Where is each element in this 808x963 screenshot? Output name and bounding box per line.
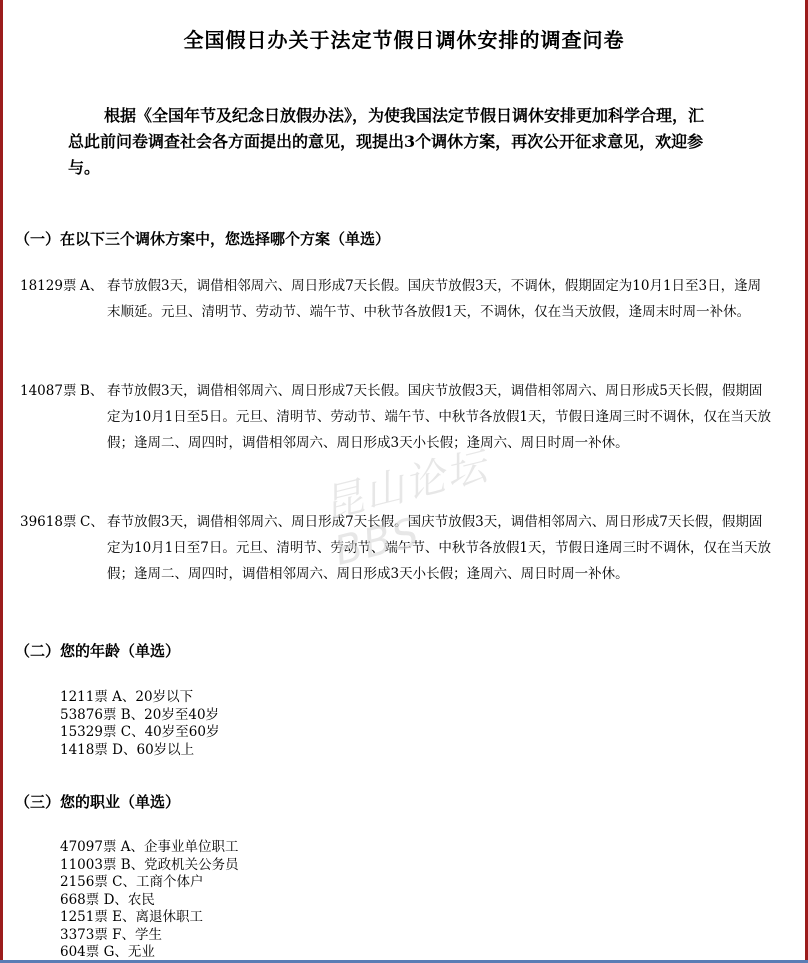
list-item: 53876票 B、20岁至40岁 (60, 706, 220, 723)
list-item: 604票 G、无业 (60, 944, 155, 960)
page-title: 全国假日办关于法定节假日调休安排的调查问卷 (183, 28, 625, 52)
list-item: 1418票 D、60岁以上 (60, 741, 195, 758)
question-1-heading: （一）在以下三个调休方案中，您选择哪个方案（单选） (15, 230, 391, 248)
vote-count: 18129票 (20, 278, 77, 294)
vote-count: 14087票 (20, 383, 77, 399)
option-text: 春节放假3天，调借相邻周六、周日形成7天长假。国庆节放假3天，调借相邻周六、周日形成5天长假，假期固定为10月1日至5日。元旦、清明节、劳动节、端午节、中秋节各放假1天，节假日逢周三时不调休，仅在当天放假；逢周二、周四时，调借相邻周六、周日形成3天小长假；逢周六、周日时周一补休。 (107, 383, 771, 451)
question-2-heading: （二）您的年龄（单选） (15, 642, 181, 660)
q1-option-b (20, 378, 780, 451)
option-letter: B、 (80, 383, 104, 399)
option-letter: C、 (80, 514, 104, 530)
list-item: 47097票 A、企事业单位职工 (60, 839, 239, 855)
option-letter: A、 (80, 278, 104, 294)
list-item: 1211票 A、20岁以下 (60, 689, 194, 705)
list-item: 11003票 B、党政机关公务员 (60, 856, 239, 873)
intro-paragraph: 根据《全国年节及纪念日放假办法》，为使我国法定节假日调休安排更加科学合理，汇总此前问卷调查社会各方面提出的意见，现提出3个调休方案，再次公开征求意见，欢迎参与。 (68, 106, 705, 177)
vote-count: 39618票 (20, 514, 77, 530)
option-text: 春节放假3天，调借相邻周六、周日形成7天长假。国庆节放假3天，不调休，假期固定为10月1日至3日，逢周末顺延。元旦、清明节、劳动节、端午节、中秋节各放假1天，不调休，仅在当天放假，逢周末时周一补休。 (107, 278, 762, 320)
q3-options (60, 839, 239, 962)
q2-options (60, 689, 219, 759)
page-border-left (0, 0, 3, 963)
list-item: 2156票 C、工商个体户 (60, 874, 204, 890)
list-item: 15329票 C、40岁至60岁 (60, 724, 220, 740)
option-text: 春节放假3天，调借相邻周六、周日形成7天长假。国庆节放假3天，调借相邻周六、周日形成7天长假，假期固定为10月1日至7日。元旦、清明节、劳动节、端午节、中秋节各放假1天，节假日逢周三时不调休，仅在当天放假；逢周二、周四时，调借相邻周六、周日形成3天小长假；逢周六、周日时周一补休。 (107, 514, 771, 582)
watermark-logo: 昆山论坛 BBS (318, 443, 493, 575)
list-item: 1251票 E、离退休职工 (60, 909, 204, 925)
q1-option-a (20, 273, 780, 320)
question-3-heading: （三）您的职业（单选） (15, 793, 181, 811)
list-item: 3373票 F、学生 (60, 926, 163, 943)
list-item: 668票 D、农民 (60, 891, 155, 908)
